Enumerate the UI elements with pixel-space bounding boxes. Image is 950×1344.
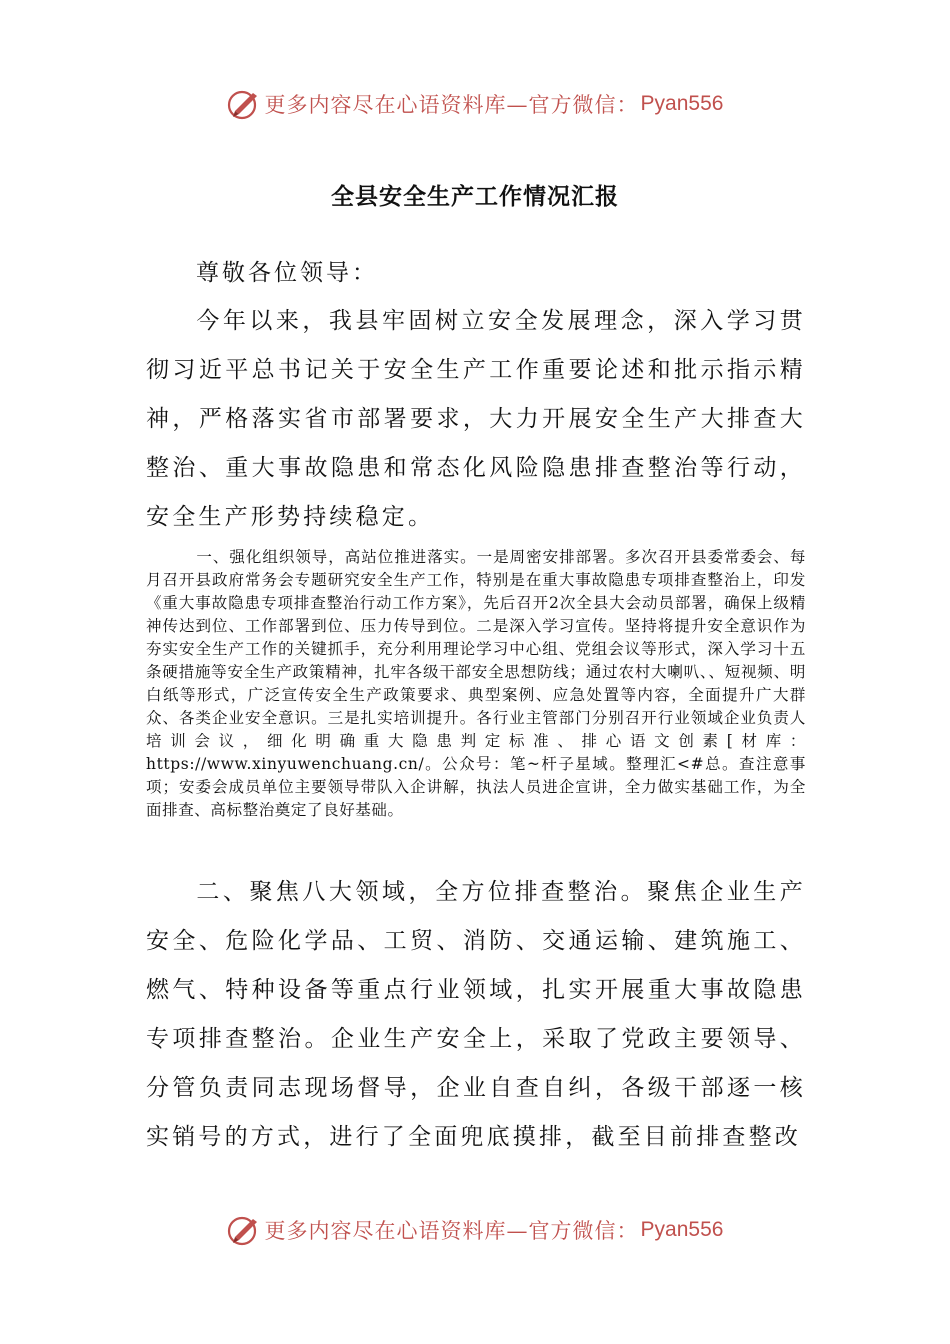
watermark-id: Pyan556 <box>640 1218 724 1241</box>
paragraph-section-one: 一、强化组织领导，高站位推进落实。一是周密安排部署。多次召开县委常委会、每月召开县政府常务会专题研究安全生产工作，特别是在重大事故隐患专项排查整治上，印发《重大事故隐患专项排查整治行动工作方案》，先后召开2次全县大会动员部署，确保上级精神传达到位、工作部署到位、压力传导到位。二是深入学习宣传。坚持将提升安全意识作为夯实安全生产工作的关键抓手，充分利用理论学习中心组、党组会议等形式，深入学习十五条硬措施等安全生产政策精神，扎牢各级干部安全思想防线；通过农村大喇叭、、短视频、明白纸等形式，广泛宣传安全生产政策要求、典型案例、应急处置等内容，全面提升广大群众、各类企业安全意识。三是扎实培训提升。各行业主管部门分别召开行业领域企业负责人培训会议，细化明确重大隐患判定标准、排心语文创素[材库：https://www.xinyuwenchuang.cn/。公众号：笔~杆子星域。整理汇<#总。查注意事项；安委会成员单位主要领导带队入企讲解，执法人员进企宣讲，全力做实基础工作，为全面排查、高标整治奠定了良好基础。 <box>146 548 806 819</box>
pen-logo-icon <box>227 1213 261 1247</box>
document-title: 全县安全生产工作情况汇报 <box>331 184 619 210</box>
watermark-text: 更多内容尽在心语资料库—官方微信： <box>264 1219 639 1243</box>
watermark-banner-top <box>0 84 950 124</box>
salutation: 尊敬各位领导： <box>196 260 378 286</box>
paragraph-section-two: 二、聚焦八大领域，全方位排查整治。聚焦企业生产安全、危险化学品、工贸、消防、交通运输、建筑施工、燃气、特种设备等重点行业领域，扎实开展重大事故隐患专项排查整治。企业生产安全上，采取了党政主要领导、分管负责同志现场督导，企业自查自纠，各级干部逐一核实销号的方式，进行了全面兜底摸排，截至目前排查整改 <box>146 879 806 1150</box>
paragraph-intro: 今年以来，我县牢固树立安全发展理念，深入学习贯彻习近平总书记关于安全生产工作重要论述和批示指示精神，严格落实省市部署要求，大力开展安全生产大排查大整治、重大事故隐患和常态化风险隐患排查整治等行动，安全生产形势持续稳定。 <box>146 308 806 530</box>
watermark-id: Pyan556 <box>640 92 724 115</box>
watermark-text: 更多内容尽在心语资料库—官方微信： <box>264 93 639 117</box>
watermark-banner-bottom <box>0 1210 950 1250</box>
pen-logo-icon <box>227 87 261 121</box>
